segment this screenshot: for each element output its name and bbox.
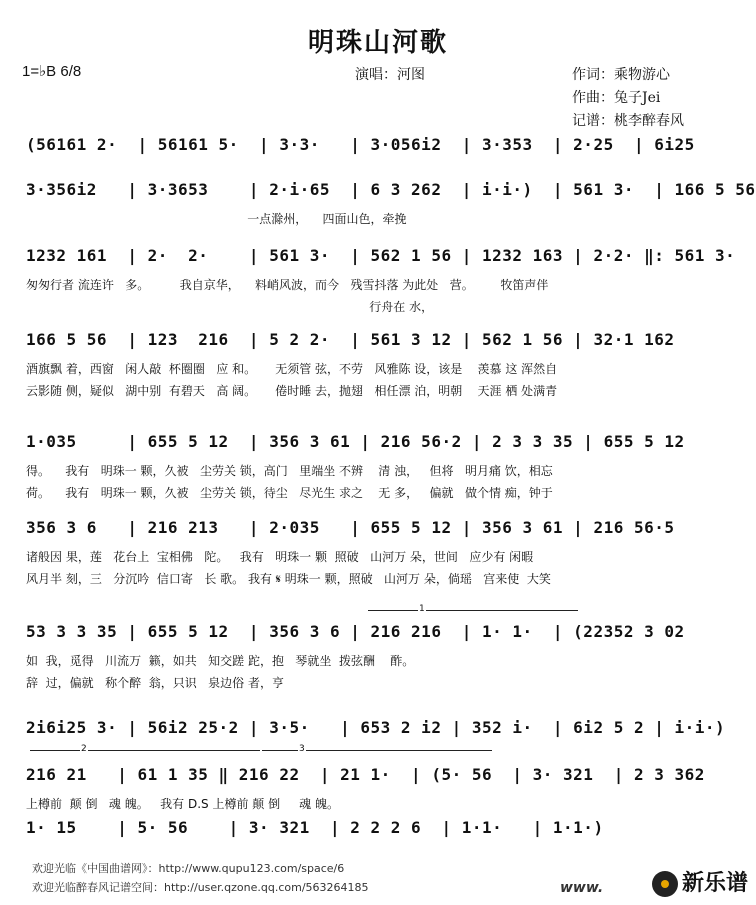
notation-line: 1· 15 | 5· 56 | 3· 321 | 2 2 2 6 | 1·1· | 1·1·) (26, 818, 604, 837)
lyric-line: 如 我，觅得 川流万 籁，如共 知交蹉 跎，抱 琴就坐 拨弦酬 酢。 (26, 654, 415, 668)
brand-logo (652, 866, 748, 897)
singer-credit: 演唱：河图 (355, 67, 425, 83)
notation-line: 216 21 | 61 1 35 ‖ 216 22 | 21 1· | (5· 56 | 3· 321 | 2 3 362 (26, 765, 705, 784)
lyric-line: 上樽前 颠 倒 魂 魄。 我有 D.S 上樽前 颠 倒 魂 魄。 (26, 797, 339, 811)
score-title: 明珠山河歌 (307, 28, 448, 58)
lyric-line: 辞 过，偏就 称个醉 翁，只识 泉边俗 者，亨 (26, 676, 284, 690)
lyric-line: 荷。 我有 明珠一 颗，久被 尘劳关 锁，待尘 尽光生 求之 无 多， 偏就 做个情 痴，钟于 (26, 486, 553, 500)
notation-line: 1232 161 | 2· 2· | 561 3· | 562 1 56 | 1232 163 | 2·2· ‖: 561 3· (26, 246, 736, 265)
lyric-line: 云影随 侧，疑似 湖中别 有碧天 高 阔。 倦时睡 去，抛翅 相任漂 泊，明朝 天涯 栖 处满青 (26, 384, 558, 398)
notation-line: 2i6i25 3· | 56i2 25·2 | 3·5· | 653 2 i2 | 352 i· | 6i2 5 2 | i·i·) (26, 718, 726, 737)
brand-text: 新乐谱 (681, 871, 748, 896)
notation-line: 53 3 3 35 | 655 5 12 | 356 3 6 | 216 216 | 1· 1· | (22352 3 02 (26, 622, 685, 641)
footer-line-1: 欢迎光临《中国曲谱网》：http://www.qupu123.com/space/6 (32, 862, 345, 875)
lyric-line: 诸般因 果，莲 花台上 宝相佛 陀。 我有 明珠一 颗 照破 山河万 朵，世间 应少有 闲暇 (26, 550, 534, 564)
lyric-line: 得。 我有 明珠一 颗，久被 尘劳关 锁，高门 里端坐 不辨 清 浊， 但将 明月痛 饮，相忘 (26, 464, 553, 478)
record-icon (652, 871, 678, 897)
volta-1: 1 (368, 610, 578, 611)
volta-3: 3 (262, 750, 492, 751)
site-prefix: www. (560, 880, 604, 896)
composer-credit: 作曲：兔子Jei (572, 90, 661, 106)
transcriber-credit: 记谱：桃李醉春风 (572, 113, 684, 129)
lyric-line: 酒旗飘 着，西窗 闲人敲 杯圈圈 应 和。 无须管 弦，不劳 风雅陈 设，该是 羡慕 这 浑然自 (26, 362, 558, 376)
notation-line: 356 3 6 | 216 213 | 2·035 | 655 5 12 | 356 3 61 | 216 56·5 (26, 518, 675, 537)
lyricist-credit: 作词：乘物游心 (572, 67, 670, 83)
lyric-line: 匆匆行者 流连许 多。 我自京华， 料峭风波，而今 残雪抖落 为此处 营。 牧笛声伴 (26, 278, 549, 292)
key-signature: 1=♭B 6/8 (22, 63, 82, 80)
notation-line: 3·356i2 | 3·3653 | 2·i·65 | 6 3 262 | i·i·) | 561 3· | 166 5 56 (26, 180, 756, 199)
volta-2: 2 (30, 750, 260, 751)
footer-line-2: 欢迎光临醉春风记谱空间：http://user.qzone.qq.com/563264185 (32, 881, 369, 894)
lyric-line: 行舟在 水， (26, 300, 434, 314)
notation-line: 1·035 | 655 5 12 | 356 3 61 | 216 56·2 | 2 3 3 35 | 655 5 12 (26, 432, 685, 451)
lyric-line: 风月半 刻，三 分沉吟 信口寄 长 歌。 我有 𝄋 明珠一 颗，照破 山河万 朵，倘瑶 宫来使 大笑 (26, 572, 551, 586)
notation-line: 166 5 56 | 123 216 | 5 2 2· | 561 3 12 | 562 1 56 | 32·1 162 (26, 330, 675, 349)
lyric-line: 一点滁州， 四面山色，牵挽 (26, 212, 407, 226)
notation-line: (56161 2· | 56161 5· | 3·3· | 3·056i2 | 3·353 | 2·25 | 6i25 (26, 135, 695, 154)
